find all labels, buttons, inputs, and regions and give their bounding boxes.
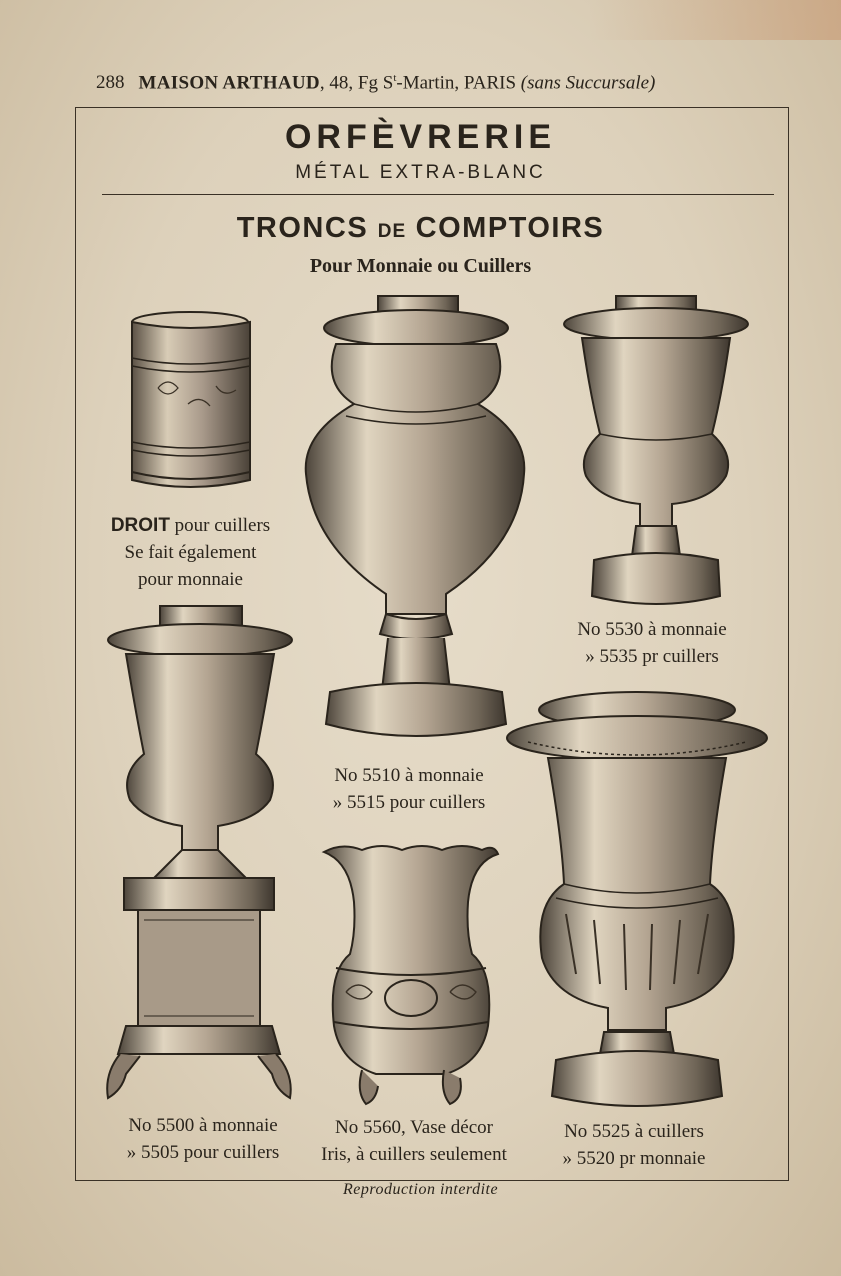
vase-5525-illustration <box>504 688 770 1116</box>
heading-part-b: COMPTOIRS <box>406 212 605 244</box>
caption-5530-line2: » 5535 pr cuillers <box>585 646 719 667</box>
house-name: MAISON ARTHAUD <box>138 72 320 94</box>
succursale-note <box>521 72 656 93</box>
caption-5500 <box>100 1112 306 1166</box>
caption-droit <box>88 512 293 593</box>
address-t-sup: t <box>393 72 397 84</box>
droit-label: DROIT <box>110 515 170 536</box>
caption-5560 <box>316 1114 512 1168</box>
caption-5500-line1: No 5500 à monnaie <box>128 1115 278 1136</box>
address-st: S <box>378 72 394 94</box>
caption-droit-line3: pour monnaie <box>137 569 243 590</box>
caption-5530-line1: No 5530 à monnaie <box>577 619 727 640</box>
caption-5525 <box>534 1118 734 1172</box>
heading-de: DE <box>377 221 407 242</box>
running-head <box>96 72 796 98</box>
page-subtitle: MÉTAL EXTRA-BLANC <box>295 162 546 183</box>
caption-5560-line1: No 5560, Vase décor <box>335 1117 493 1138</box>
section-heading <box>0 212 841 245</box>
page-number: 288 <box>96 72 125 94</box>
caption-droit-line1 <box>88 512 293 539</box>
caption-5525-line2: » 5520 pr monnaie <box>562 1148 706 1169</box>
caption-droit-line2: Se fait également <box>124 542 257 563</box>
droit-cylinder-illustration <box>128 308 258 496</box>
address-g: g <box>368 72 378 94</box>
caption-5510-line1: No 5510 à monnaie <box>334 765 484 786</box>
caption-5510 <box>300 762 518 816</box>
caption-5530 <box>552 616 752 670</box>
address-street: -Martin, PARIS <box>396 72 521 94</box>
caption-5525-line1: No 5525 à cuillers <box>564 1121 704 1142</box>
page-title: ORFÈVRERIE <box>284 118 557 156</box>
section-subheading: Pour Monnaie ou Cuillers <box>309 255 532 277</box>
caption-5560-line2: Iris, à cuillers seulement <box>321 1144 507 1165</box>
footer-note: Reproduction interdite <box>342 1181 499 1198</box>
caption-5510-line2: » 5515 pour cuillers <box>332 792 486 813</box>
vase-5560-illustration <box>322 842 500 1112</box>
succursale-note-text: (sans Succursale) <box>520 72 656 94</box>
title-divider <box>102 194 774 195</box>
heading-part-a: TRONCS <box>236 212 378 244</box>
vase-5530-illustration <box>560 294 752 610</box>
droit-usage: pour cuillers <box>169 515 271 536</box>
paper-stain <box>0 0 841 40</box>
vase-5500-illustration <box>100 604 298 1110</box>
caption-5500-line2: » 5505 pour cuillers <box>126 1142 280 1163</box>
vase-5510-illustration <box>302 294 530 750</box>
address-number: , 48, F <box>319 72 369 94</box>
